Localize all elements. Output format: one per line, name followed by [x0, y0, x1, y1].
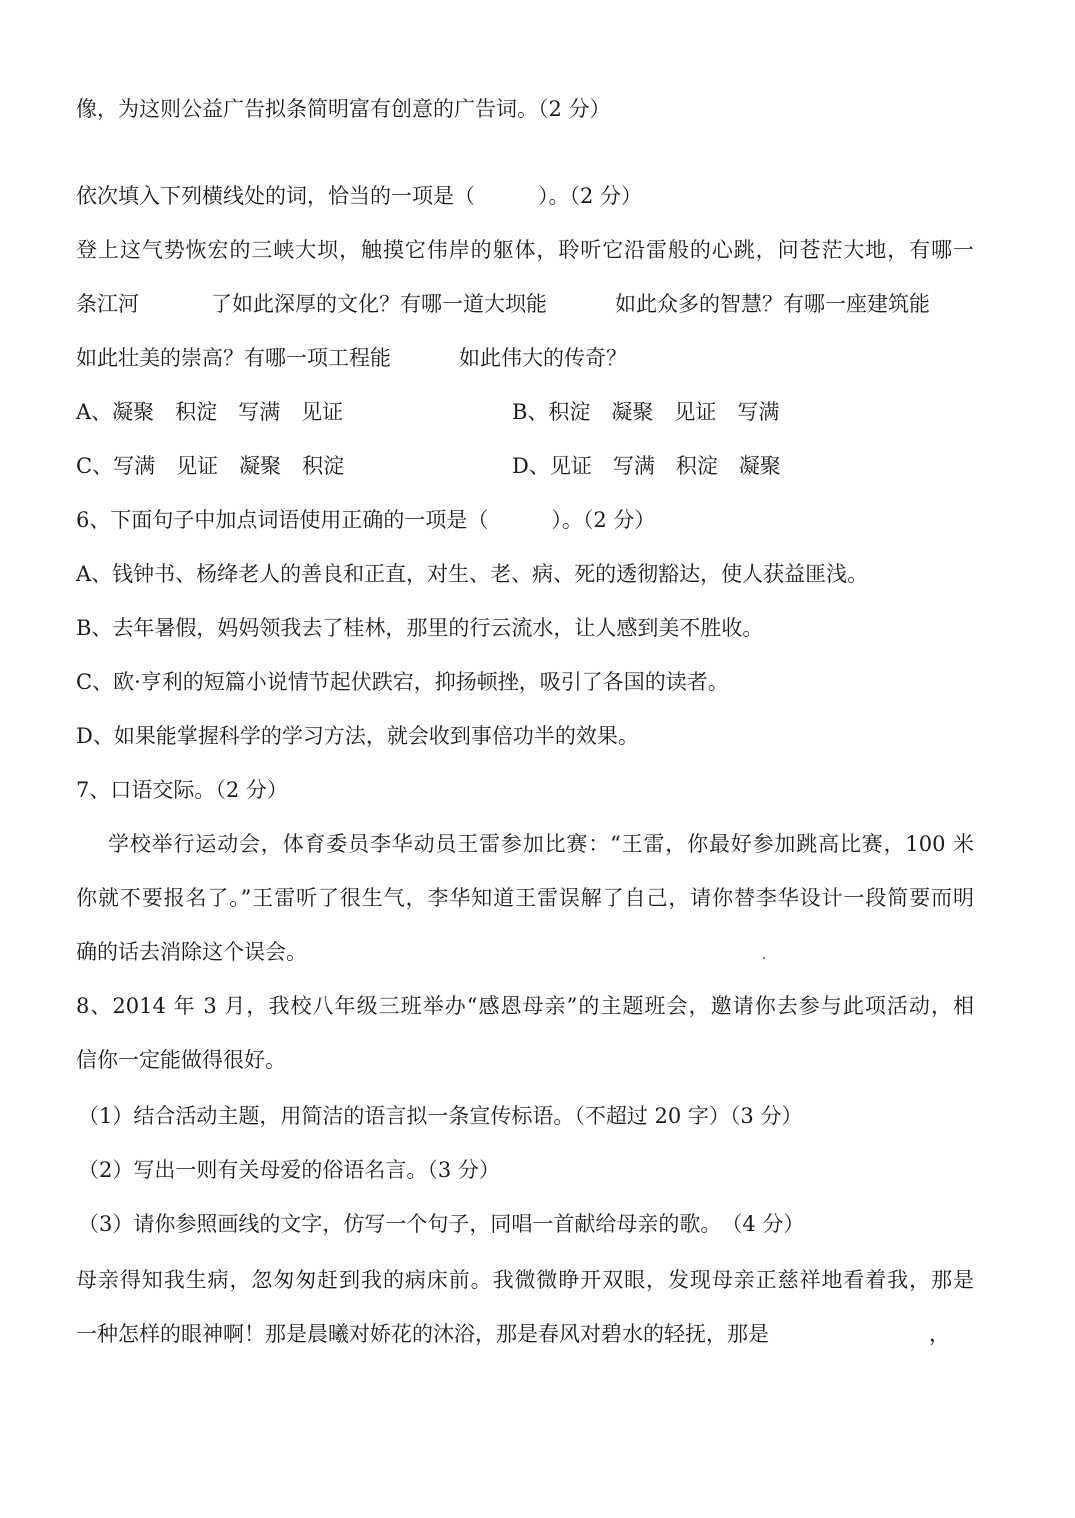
question-7-passage-line-1: 学校举行运动会，体育委员李华动员王雷参加比赛：“王雷，你最好参加跳高比赛，100 米 — [108, 832, 974, 856]
question-8-passage-line-2 — [76, 1319, 950, 1349]
stray-dot — [763, 957, 765, 959]
question-5-options-row-1 — [0, 397, 1075, 427]
question-5-options-row-2 — [0, 451, 1075, 481]
question-8-sub-1: （1）结合活动主题，用简洁的语言拟一条宣传标语。（不超过 20 字）（3 分） — [78, 1104, 803, 1128]
question-8-sub-3: （3）请你参照画线的文字，仿写一个句子，同唱一首献给母亲的歌。 （4 分） — [78, 1212, 805, 1236]
question-6-option-d: D、如果能掌握科学的学习方法，就会收到事倍功半的效果。 — [76, 724, 639, 748]
passage-segment: 了如此深厚的文化？有哪一道大坝能 — [211, 292, 547, 316]
option-a: A、凝聚 积淀 写满 见证 — [76, 400, 344, 424]
question-5-passage-line-1: 登上这气势恢宏的三峡大坝，触摸它伟岸的躯体，聆听它沿雷般的心跳，问苍茫大地，有哪一 — [76, 238, 974, 262]
passage-segment: 如此伟大的传奇？ — [459, 346, 627, 370]
option-c: C、写满 见证 凝聚 积淀 — [76, 454, 345, 478]
question-7-stem: 7、口语交际。（2 分） — [76, 778, 288, 802]
option-d: D、见证 写满 积淀 凝聚 — [512, 454, 781, 478]
question-6-stem: 6、下面句子中加点词语使用正确的一项是（ ）。（2 分） — [76, 508, 656, 532]
question-6-option-c: C、欧·亨利的短篇小说情节起伏跌宕，抑扬顿挫，吸引了各国的读者。 — [76, 670, 729, 694]
question-8-passage-line-1: 母亲得知我生病，忽匆匆赶到我的病床前。我微微睁开双眼，发现母亲正慈祥地看着我，那是 — [76, 1268, 974, 1292]
question-5-stem: 依次填入下列横线处的词，恰当的一项是（ ）。（2 分） — [76, 184, 643, 208]
question-8-stem-line-2: 信你一定能做得很好。 — [76, 1048, 286, 1072]
question-5-passage-line-2 — [76, 289, 930, 319]
question-6-option-b: B、去年暑假，妈妈领我去了桂林，那里的行云流水，让人感到美不胜收。 — [76, 616, 764, 640]
option-b: B、积淀 凝聚 见证 写满 — [512, 400, 780, 424]
question-5-passage-line-3 — [76, 343, 627, 373]
passage-segment: 一种怎样的眼神啊！那是晨曦对娇花的沐浴，那是春风对碧水的轻抚，那是 — [76, 1322, 769, 1346]
question-8-sub-2: （2）写出一则有关母爱的俗语名言。（3 分） — [78, 1158, 500, 1182]
question-8-stem-line-1: 8、2014 年 3 月，我校八年级三班举办“感恩母亲”的主题班会，邀请你去参与此项活动，相 — [76, 994, 974, 1018]
passage-segment: 条江河 — [76, 292, 139, 316]
question-7-passage-line-2: 你就不要报名了。”王雷听了很生气，李华知道王雷误解了自己，请你替李华设计一段简要而明 — [76, 886, 974, 910]
question-6-option-a: A、钱钟书、杨绛老人的善良和正直，对生、老、病、死的透彻豁达，使人获益匪浅。 — [76, 562, 869, 586]
passage-segment: ， — [929, 1322, 950, 1346]
passage-segment: 如此众多的智慧？有哪一座建筑能 — [615, 292, 930, 316]
ad-slogan-question-tail: 像，为这则公益广告拟条简明富有创意的广告词。（2 分） — [76, 97, 611, 121]
question-7-passage-line-3: 确的话去消除这个误会。 — [76, 940, 307, 964]
passage-segment: 如此壮美的崇高？有哪一项工程能 — [76, 346, 391, 370]
